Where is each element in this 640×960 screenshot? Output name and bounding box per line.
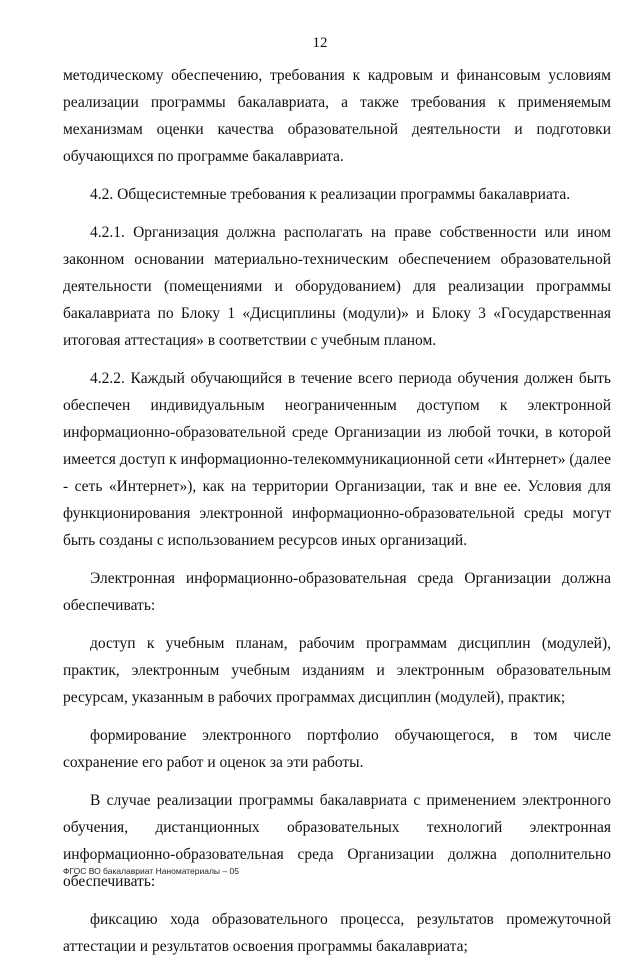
document-footer: ФГОС ВО бакалавриат Наноматериалы – 05 (63, 866, 239, 876)
paragraph-environment-intro: Электронная информационно-образовательная среда Организации должна обеспечивать: (63, 570, 611, 614)
list-item-access: доступ к учебным планам, рабочим программам дисциплин (модулей), практик, электронным учебным изданиям и электронным образовательным ресурсам, указанным в рабочих программах дисциплин (модулей), практик; (63, 635, 611, 706)
page-number: 12 (312, 35, 328, 51)
list-item-recording: фиксацию хода образовательного процесса, результатов промежуточной аттестации и результатов освоения программы бакалавриата; (63, 911, 611, 955)
list-item-portfolio: формирование электронного портфолио обучающегося, в том числе сохранение его работ и оценок за эти работы. (63, 727, 611, 771)
paragraph-e-learning: В случае реализации программы бакалавриата с применением электронного обучения, дистанционных образовательных технологий электронная информационно-образовательная среда Организации должна дополнительно обеспечивать: (63, 792, 611, 890)
paragraph-4-2-1: 4.2.1. Организация должна располагать на праве собственности или ином законном основании материально-техническим обеспечением образовательной деятельности (помещениями и оборудованием) для реализации программы бакалавриата по Блоку 1 «Дисциплины (модули)» и Блоку 3 «Государственная итоговая аттестация» в соответствии с учебным планом. (63, 224, 611, 349)
document-body (63, 62, 611, 960)
paragraph-continuation: методическому обеспечению, требования к кадровым и финансовым условиям реализации программы бакалавриата, а также требования к применяемым механизмам оценки качества образовательной деятельности и подготовки обучающихся по программе бакалавриата. (63, 67, 611, 165)
paragraph-4-2-2: 4.2.2. Каждый обучающийся в течение всего периода обучения должен быть обеспечен индивидуальным неограниченным доступом к электронной информационно-образовательной среде Организации из любой точки, в которой имеется доступ к информационно-телекоммуникационной сети «Интернет» (далее - сеть «Интернет»), как на территории Организации, так и вне ее. Условия для функционирования электронной информационно-образовательной среды могут быть созданы с использованием ресурсов иных организаций. (63, 370, 611, 549)
section-heading-4-2: 4.2. Общесистемные требования к реализации программы бакалавриата. (90, 186, 571, 203)
